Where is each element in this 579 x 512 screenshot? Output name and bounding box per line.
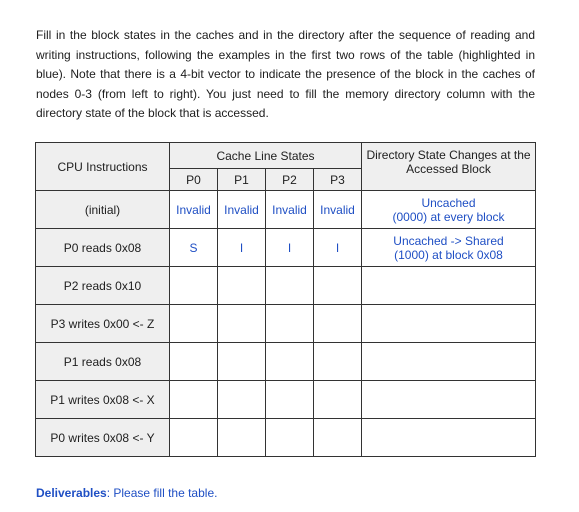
instruction-cell: P0 reads 0x08: [36, 229, 170, 267]
state-cell-p2[interactable]: [266, 419, 314, 457]
state-cell-p1: Invalid: [218, 191, 266, 229]
directory-vector-line: (1000) at block 0x08: [394, 247, 503, 262]
header-node-p0: P0: [170, 169, 218, 191]
state-cell-p3: I: [314, 229, 362, 267]
state-cell-p3[interactable]: [314, 419, 362, 457]
deliverables-note: [36, 486, 217, 500]
directory-cell[interactable]: [362, 305, 536, 343]
header-node-p2: P2: [266, 169, 314, 191]
state-cell-p0[interactable]: [170, 381, 218, 419]
directory-state-line: Uncached: [421, 195, 476, 210]
directory-cell[interactable]: [362, 343, 536, 381]
state-cell-p1: I: [218, 229, 266, 267]
table-row: [36, 191, 536, 229]
header-directory-state: Directory State Changes at the Accessed Block: [362, 143, 536, 191]
deliverables-text: : Please fill the table.: [106, 486, 218, 500]
state-cell-p3[interactable]: [314, 381, 362, 419]
state-cell-p1[interactable]: [218, 343, 266, 381]
instruction-cell: P3 writes 0x00 <- Z: [36, 305, 170, 343]
header-cache-line-states: Cache Line States: [170, 143, 362, 169]
table-row: [36, 305, 536, 343]
instruction-cell: P1 writes 0x08 <- X: [36, 381, 170, 419]
state-cell-p2: I: [266, 229, 314, 267]
table-row: [36, 419, 536, 457]
state-cell-p1[interactable]: [218, 305, 266, 343]
state-cell-p2[interactable]: [266, 267, 314, 305]
state-cell-p0: Invalid: [170, 191, 218, 229]
table-row: [36, 343, 536, 381]
directory-state-line: Uncached -> Shared: [393, 233, 504, 248]
cache-coherence-table: [35, 142, 536, 457]
state-cell-p0[interactable]: [170, 305, 218, 343]
directory-cell[interactable]: [362, 267, 536, 305]
instruction-cell: P2 reads 0x10: [36, 267, 170, 305]
table-row: [36, 381, 536, 419]
directory-cell: [362, 191, 536, 229]
header-node-p1: P1: [218, 169, 266, 191]
directory-cell: [362, 229, 536, 267]
state-cell-p2: Invalid: [266, 191, 314, 229]
state-cell-p1[interactable]: [218, 381, 266, 419]
state-cell-p1[interactable]: [218, 419, 266, 457]
directory-vector-line: (0000) at every block: [392, 209, 505, 224]
table-row: [36, 267, 536, 305]
deliverables-label: Deliverables: [36, 486, 107, 500]
state-cell-p3[interactable]: [314, 267, 362, 305]
directory-cell[interactable]: [362, 381, 536, 419]
state-cell-p3: Invalid: [314, 191, 362, 229]
state-cell-p0: S: [170, 229, 218, 267]
state-cell-p1[interactable]: [218, 267, 266, 305]
state-cell-p3[interactable]: [314, 305, 362, 343]
table-row: [36, 229, 536, 267]
header-node-p3: P3: [314, 169, 362, 191]
state-cell-p0[interactable]: [170, 419, 218, 457]
state-cell-p2[interactable]: [266, 305, 314, 343]
header-cpu-instructions: CPU Instructions: [36, 143, 170, 191]
state-cell-p0[interactable]: [170, 267, 218, 305]
state-cell-p0[interactable]: [170, 343, 218, 381]
directory-cell[interactable]: [362, 419, 536, 457]
instruction-cell: (initial): [36, 191, 170, 229]
state-cell-p3[interactable]: [314, 343, 362, 381]
state-cell-p2[interactable]: [266, 343, 314, 381]
instruction-cell: P0 writes 0x08 <- Y: [36, 419, 170, 457]
state-cell-p2[interactable]: [266, 381, 314, 419]
instruction-cell: P1 reads 0x08: [36, 343, 170, 381]
instructions-paragraph: Fill in the block states in the caches and in the directory after the sequence of reading and writing instructions, following the examples in the first two rows of the table (highlighted in blue). Note that there is a 4-bit vector to indicate the presence of the block in the caches of nodes 0-3 (from left to right). You just need to fill the memory directory column with the directory state of the block that is accessed.: [36, 28, 535, 121]
